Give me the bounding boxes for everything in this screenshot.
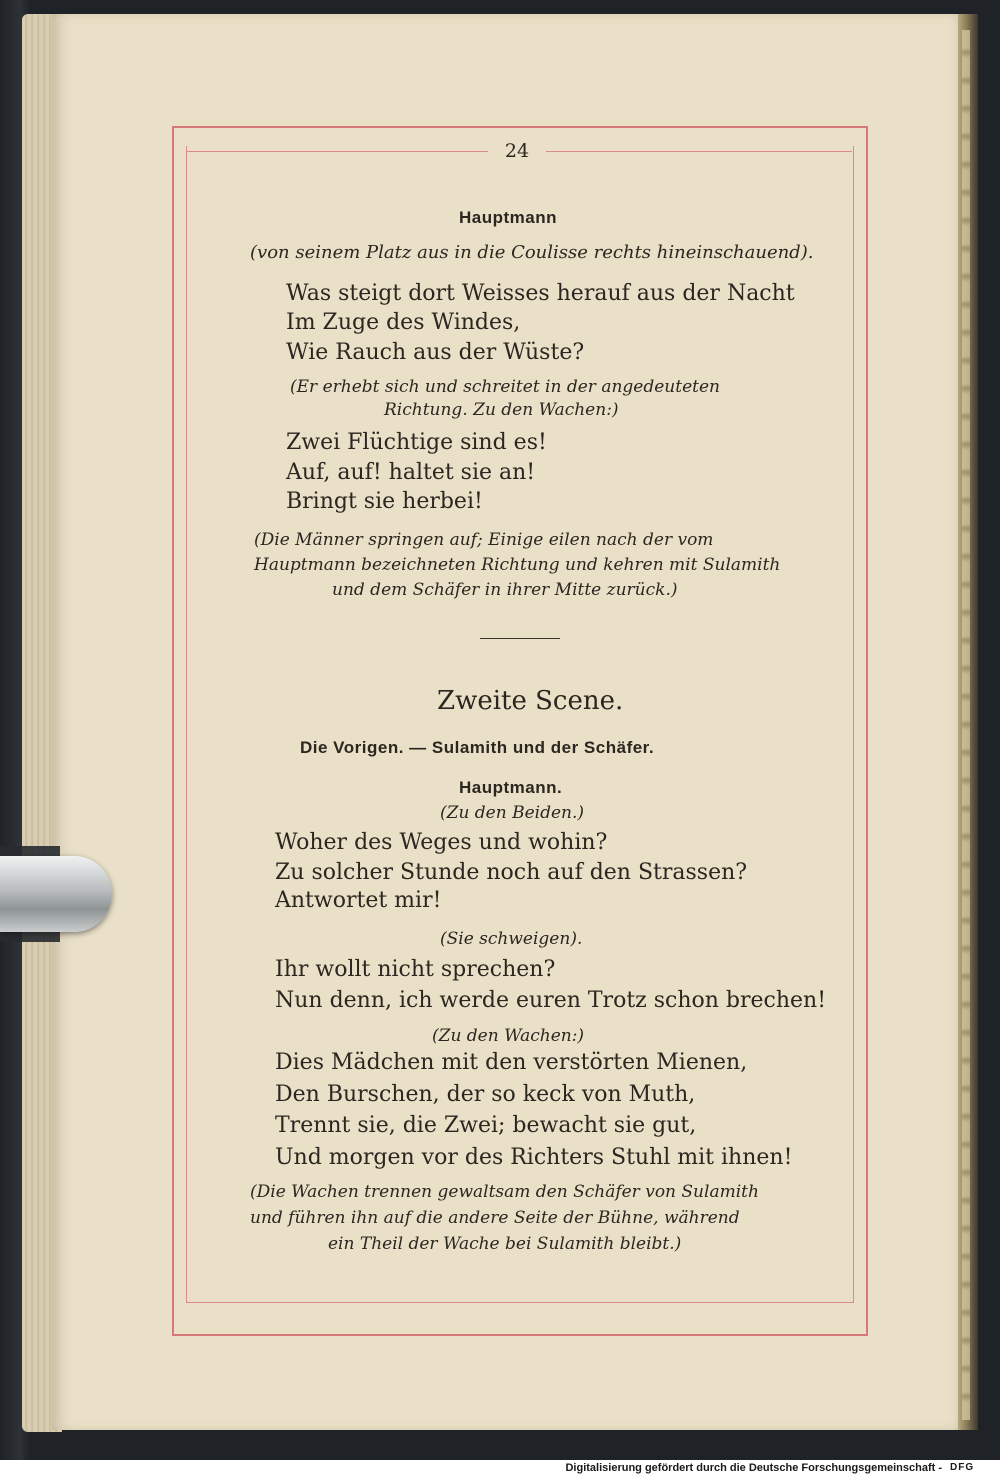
verse-line: Ihr wollt nicht sprechen? [275, 957, 556, 982]
verse-line: Antwortet mir! [275, 888, 442, 913]
speaker-hauptmann: Hauptmann [459, 208, 557, 227]
stage-direction: ein Theil der Wache bei Sulamith bleibt.) [328, 1234, 682, 1254]
section-divider [480, 638, 560, 639]
page-number: 24 [504, 140, 530, 162]
verse-line: Wie Rauch aus der Wüste? [286, 340, 585, 365]
red-border-top-right [546, 151, 852, 152]
cast-list: Die Vorigen. — Sulamith und der Schäfer. [300, 738, 655, 757]
verse-line: Bringt sie herbei! [286, 489, 483, 514]
stage-direction: und dem Schäfer in ihrer Mitte zurück.) [332, 580, 678, 600]
verse-line: Im Zuge des Windes, [286, 310, 521, 335]
red-border-top-left [186, 151, 488, 152]
speaker-hauptmann: Hauptmann. [459, 778, 563, 797]
verse-line: Trennt sie, die Zwei; bewacht sie gut, [275, 1113, 697, 1138]
stage-direction: (Zu den Wachen:) [432, 1026, 585, 1046]
page-stack-right [962, 30, 970, 1420]
page-clip [0, 856, 112, 932]
verse-line: Auf, auf! haltet sie an! [286, 460, 536, 485]
funding-credit: Digitalisierung gefördert durch die Deutsche Forschungsgemeinschaft - [565, 1462, 942, 1474]
scene-title: Zweite Scene. [437, 686, 624, 716]
verse-line: Woher des Weges und wohin? [275, 830, 608, 855]
stage-direction: (Er erhebt sich und schreitet in der angedeuteten [290, 377, 720, 397]
stage-direction: Richtung. Zu den Wachen:) [384, 400, 619, 420]
verse-line: Was steigt dort Weisses herauf aus der Nacht [286, 281, 795, 306]
stage-direction: (Zu den Beiden.) [440, 803, 585, 823]
verse-line: Zwei Flüchtige sind es! [286, 430, 547, 455]
dfg-logo: DFG [950, 1462, 975, 1473]
verse-line: Zu solcher Stunde noch auf den Strassen? [275, 860, 748, 885]
stage-direction: (Die Männer springen auf; Einige eilen nach der vom [254, 530, 714, 550]
stage-direction: (Die Wachen trennen gewaltsam den Schäfer von Sulamith [250, 1182, 759, 1202]
stage-direction: (Sie schweigen). [440, 929, 583, 949]
stage-direction: und führen ihn auf die andere Seite der Bühne, während [250, 1208, 740, 1228]
stage-direction: (von seinem Platz aus in die Coulisse rechts hineinschauend). [250, 242, 814, 263]
verse-line: Den Burschen, der so keck von Muth, [275, 1082, 696, 1107]
stage-direction: Hauptmann bezeichneten Richtung und kehren mit Sulamith [254, 555, 781, 575]
verse-line: Dies Mädchen mit den verstörten Mienen, [275, 1050, 748, 1075]
verse-line: Nun denn, ich werde euren Trotz schon brechen! [275, 988, 827, 1013]
verse-line: Und morgen vor des Richters Stuhl mit ihnen! [275, 1145, 793, 1170]
